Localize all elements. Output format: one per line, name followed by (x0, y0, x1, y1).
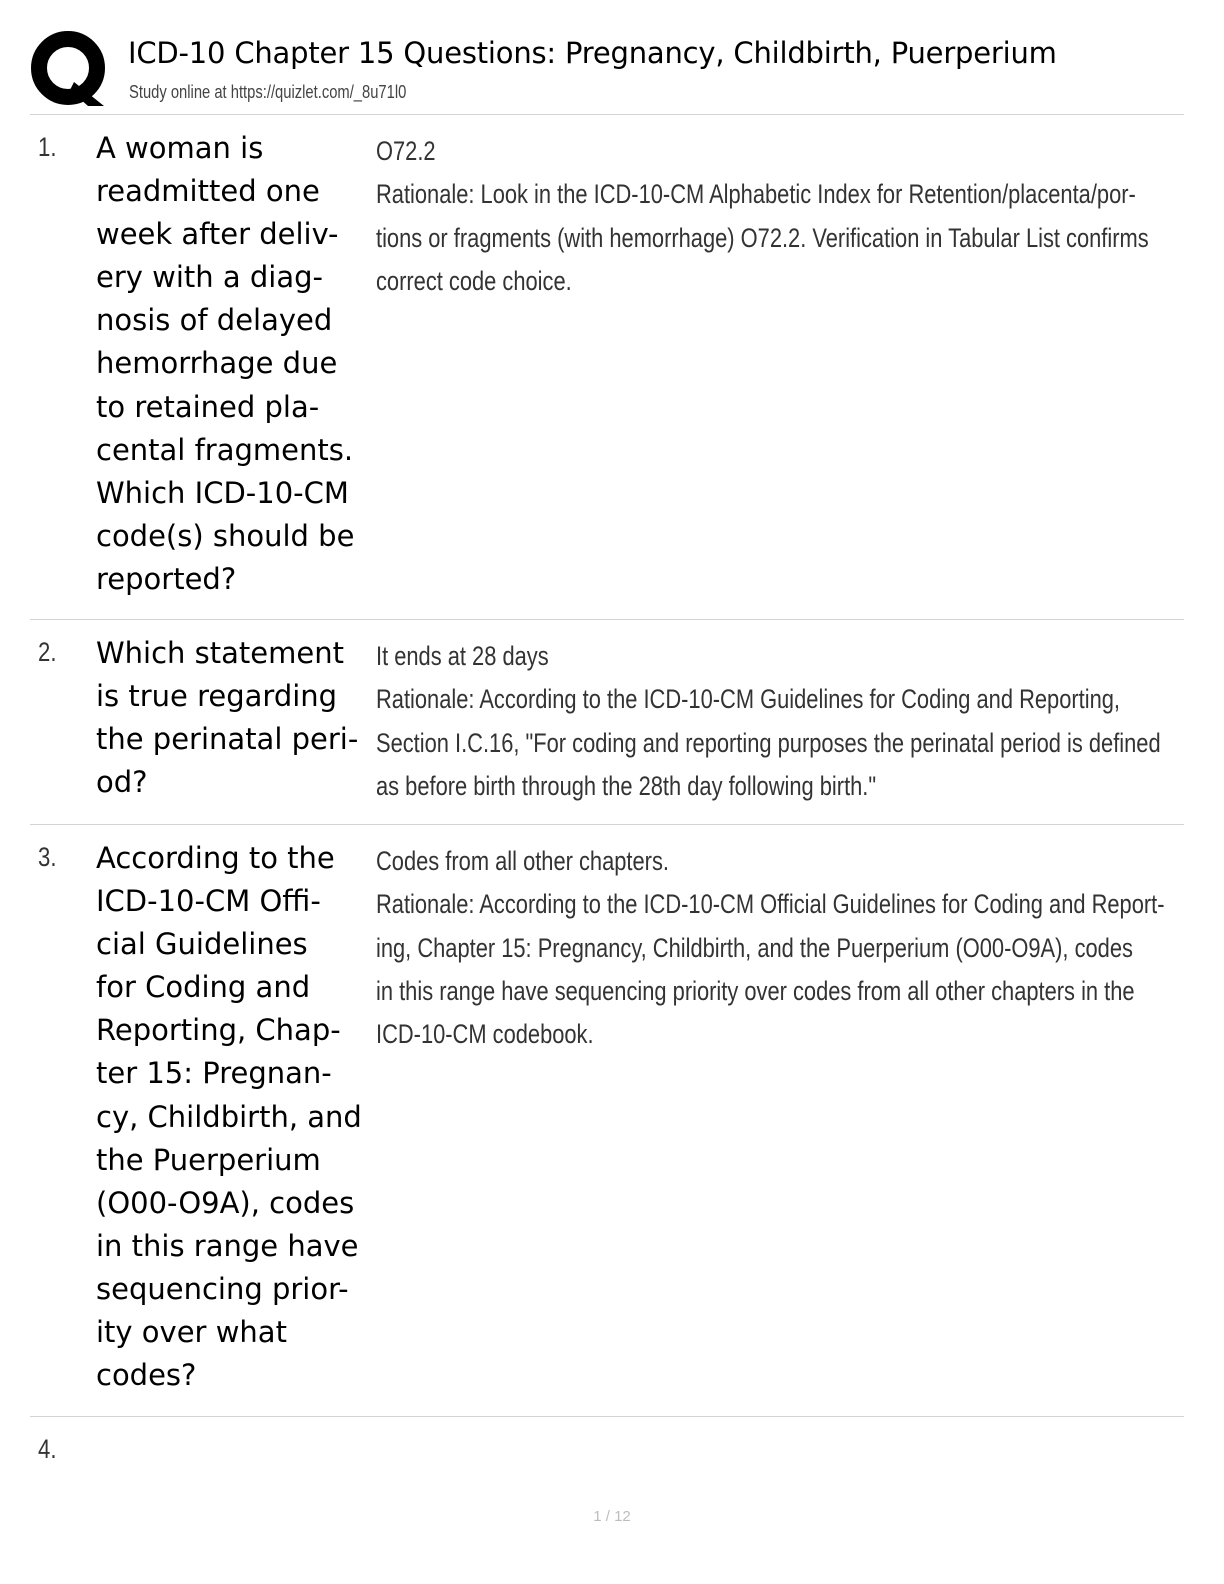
flashcard-row (30, 115, 1184, 620)
flashcard-row (30, 620, 1184, 825)
card-number: 1. (38, 132, 57, 162)
flashcard-row (30, 825, 1184, 1417)
card-term: According to the ICD-10-CM Offi- cial Guidelines for Coding and Reporting, Chap- ter 15: Pregnan- cy, Childbirth, and the Puerperium (O00-O9A), codes in this range have sequencing prior- ity over what codes? (96, 841, 362, 1393)
card-definition: O72.2 Rationale: Look in the ICD-10-CM Alphabetic Index for Retention/placenta/por- tions or fragments (with hemorrhage) O72.2. Verification in Tabular List confirms correct code choice. (376, 136, 1149, 296)
page-number: 1 / 12 (593, 1508, 631, 1525)
flashcard-list (30, 115, 1184, 1497)
card-term: Which statement is true regarding the perinatal peri- od? (96, 636, 359, 800)
study-online-link[interactable]: Study online at https://quizlet.com/_8u71l0 (129, 82, 407, 102)
page-header (30, 28, 1184, 115)
card-definition: Codes from all other chapters. Rationale: According to the ICD-10-CM Official Guidelines for Coding and Report- ing, Chapter 15: Pregnancy, Childbirth, and the Puerperium (O00-O9A), codes in this range have sequencing priority over codes from all other chapters in the ICD-10-CM codebook. (376, 846, 1165, 1050)
flashcard-row (30, 1417, 1184, 1497)
document-title: ICD-10 Chapter 15 Questions: Pregnancy, Childbirth, Puerperium (128, 36, 1057, 70)
card-definition: It ends at 28 days Rationale: According to the ICD-10-CM Guidelines for Coding and Reporting, Section I.C.16, "For coding and reporting purposes the perinatal period is defined as before birth through the 28th day following birth." (376, 641, 1161, 801)
card-number: 2. (38, 637, 57, 667)
card-term: A woman is readmitted one week after deliv- ery with a diag- nosis of delayed hemorrhage due to retained pla- cental fragments. Which ICD-10-CM code(s) should be reported? (96, 131, 355, 596)
card-number: 3. (38, 842, 57, 872)
quizlet-q-logo-icon (30, 30, 110, 110)
card-number: 4. (38, 1434, 57, 1464)
